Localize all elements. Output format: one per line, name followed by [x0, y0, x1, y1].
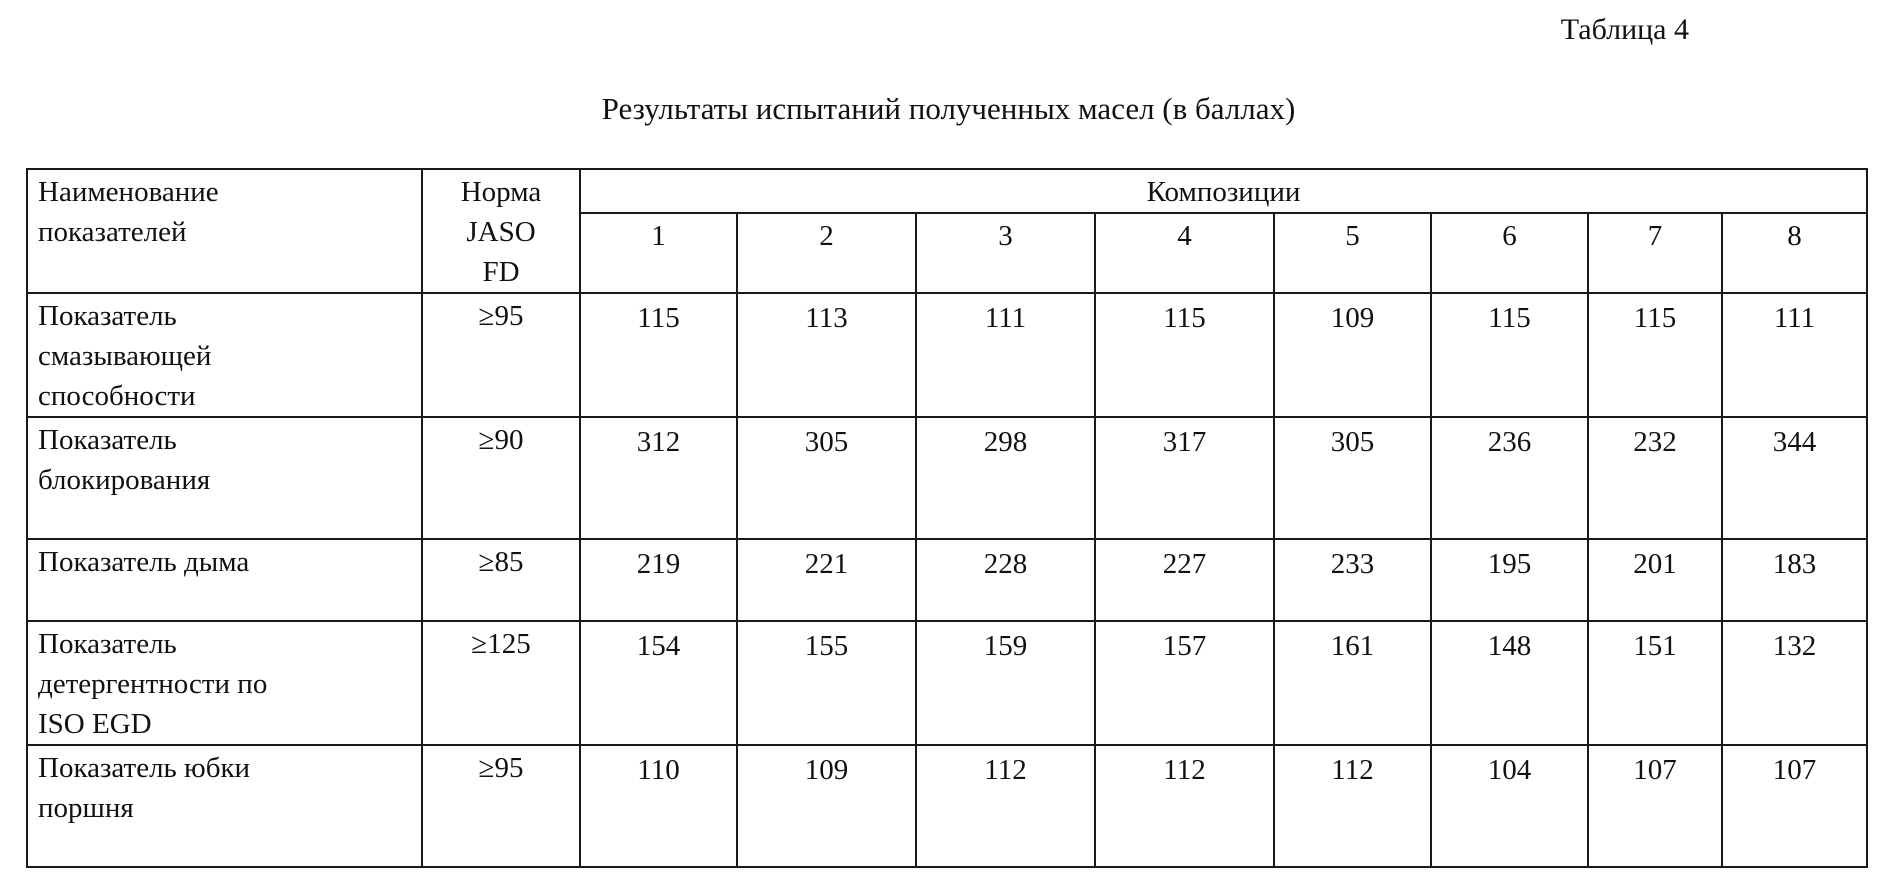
value-cell-composition-7: 232 [1588, 417, 1722, 539]
indicator-name-line: смазывающей [38, 340, 212, 372]
table-body [27, 293, 1867, 867]
value-cell-composition-2: 113 [737, 293, 916, 417]
norm-cell: ≥95 [422, 745, 580, 867]
composition-number-8: 8 [1722, 213, 1867, 293]
indicator-name-line: Показатель [38, 628, 177, 660]
table-row [27, 539, 1867, 621]
composition-number-1: 1 [580, 213, 737, 293]
composition-number-3: 3 [916, 213, 1095, 293]
header-row-1 [27, 169, 1867, 213]
indicator-name-line: способности [38, 380, 196, 412]
indicator-name-cell [27, 621, 422, 745]
value-cell-composition-4: 112 [1095, 745, 1274, 867]
value-cell-composition-2: 221 [737, 539, 916, 621]
indicator-name-line: Показатель дыма [38, 546, 250, 578]
indicator-name-line: Показатель юбки [38, 752, 251, 784]
value-cell-composition-3: 112 [916, 745, 1095, 867]
value-cell-composition-1: 154 [580, 621, 737, 745]
header-compositions-group: Композиции [580, 169, 1867, 213]
header-norm-line: Норма [460, 176, 542, 208]
table-number: Таблица 4 [1560, 13, 1689, 46]
value-cell-composition-5: 233 [1274, 539, 1431, 621]
value-cell-composition-8: 344 [1722, 417, 1867, 539]
norm-cell: ≥90 [422, 417, 580, 539]
composition-number-7: 7 [1588, 213, 1722, 293]
value-cell-composition-4: 157 [1095, 621, 1274, 745]
table-row [27, 293, 1867, 417]
value-cell-composition-4: 115 [1095, 293, 1274, 417]
value-cell-composition-2: 109 [737, 745, 916, 867]
header-norm-line: JASO [466, 216, 536, 248]
value-cell-composition-5: 109 [1274, 293, 1431, 417]
header-name-cell [27, 169, 422, 293]
value-cell-composition-1: 110 [580, 745, 737, 867]
value-cell-composition-6: 148 [1431, 621, 1588, 745]
composition-number-5: 5 [1274, 213, 1431, 293]
indicator-name-line: ISO EGD [38, 708, 152, 740]
value-cell-composition-3: 159 [916, 621, 1095, 745]
value-cell-composition-5: 112 [1274, 745, 1431, 867]
value-cell-composition-7: 151 [1588, 621, 1722, 745]
value-cell-composition-7: 201 [1588, 539, 1722, 621]
value-cell-composition-6: 115 [1431, 293, 1588, 417]
norm-cell: ≥95 [422, 293, 580, 417]
value-cell-composition-2: 305 [737, 417, 916, 539]
value-cell-composition-4: 227 [1095, 539, 1274, 621]
value-cell-composition-5: 305 [1274, 417, 1431, 539]
value-cell-composition-3: 298 [916, 417, 1095, 539]
indicator-name-line: поршня [38, 792, 134, 824]
composition-number-2: 2 [737, 213, 916, 293]
value-cell-composition-6: 236 [1431, 417, 1588, 539]
header-name-line: показателей [38, 216, 187, 248]
indicator-name-line: Показатель [38, 300, 177, 332]
composition-number-4: 4 [1095, 213, 1274, 293]
value-cell-composition-1: 219 [580, 539, 737, 621]
value-cell-composition-7: 115 [1588, 293, 1722, 417]
indicator-name-cell [27, 745, 422, 867]
value-cell-composition-6: 195 [1431, 539, 1588, 621]
value-cell-composition-3: 111 [916, 293, 1095, 417]
value-cell-composition-4: 317 [1095, 417, 1274, 539]
value-cell-composition-8: 111 [1722, 293, 1867, 417]
value-cell-composition-1: 312 [580, 417, 737, 539]
value-cell-composition-8: 107 [1722, 745, 1867, 867]
results-table [26, 168, 1868, 868]
indicator-name-cell [27, 539, 422, 621]
table-row [27, 745, 1867, 867]
indicator-name-line: детергентности по [38, 668, 268, 700]
indicator-name-cell [27, 293, 422, 417]
norm-cell: ≥125 [422, 621, 580, 745]
header-norm-line: FD [482, 256, 520, 288]
value-cell-composition-2: 155 [737, 621, 916, 745]
value-cell-composition-5: 161 [1274, 621, 1431, 745]
indicator-name-line: блокирования [38, 464, 211, 496]
composition-number-6: 6 [1431, 213, 1588, 293]
norm-cell: ≥85 [422, 539, 580, 621]
table-row [27, 417, 1867, 539]
table-row [27, 621, 1867, 745]
value-cell-composition-3: 228 [916, 539, 1095, 621]
value-cell-composition-7: 107 [1588, 745, 1722, 867]
value-cell-composition-6: 104 [1431, 745, 1588, 867]
header-name-line: Наименование [38, 176, 219, 208]
header-norm-cell [422, 169, 580, 293]
indicator-name-line: Показатель [38, 424, 177, 456]
value-cell-composition-8: 183 [1722, 539, 1867, 621]
indicator-name-cell [27, 417, 422, 539]
value-cell-composition-8: 132 [1722, 621, 1867, 745]
table-title: Результаты испытаний полученных масел (в баллах) [601, 91, 1296, 126]
value-cell-composition-1: 115 [580, 293, 737, 417]
